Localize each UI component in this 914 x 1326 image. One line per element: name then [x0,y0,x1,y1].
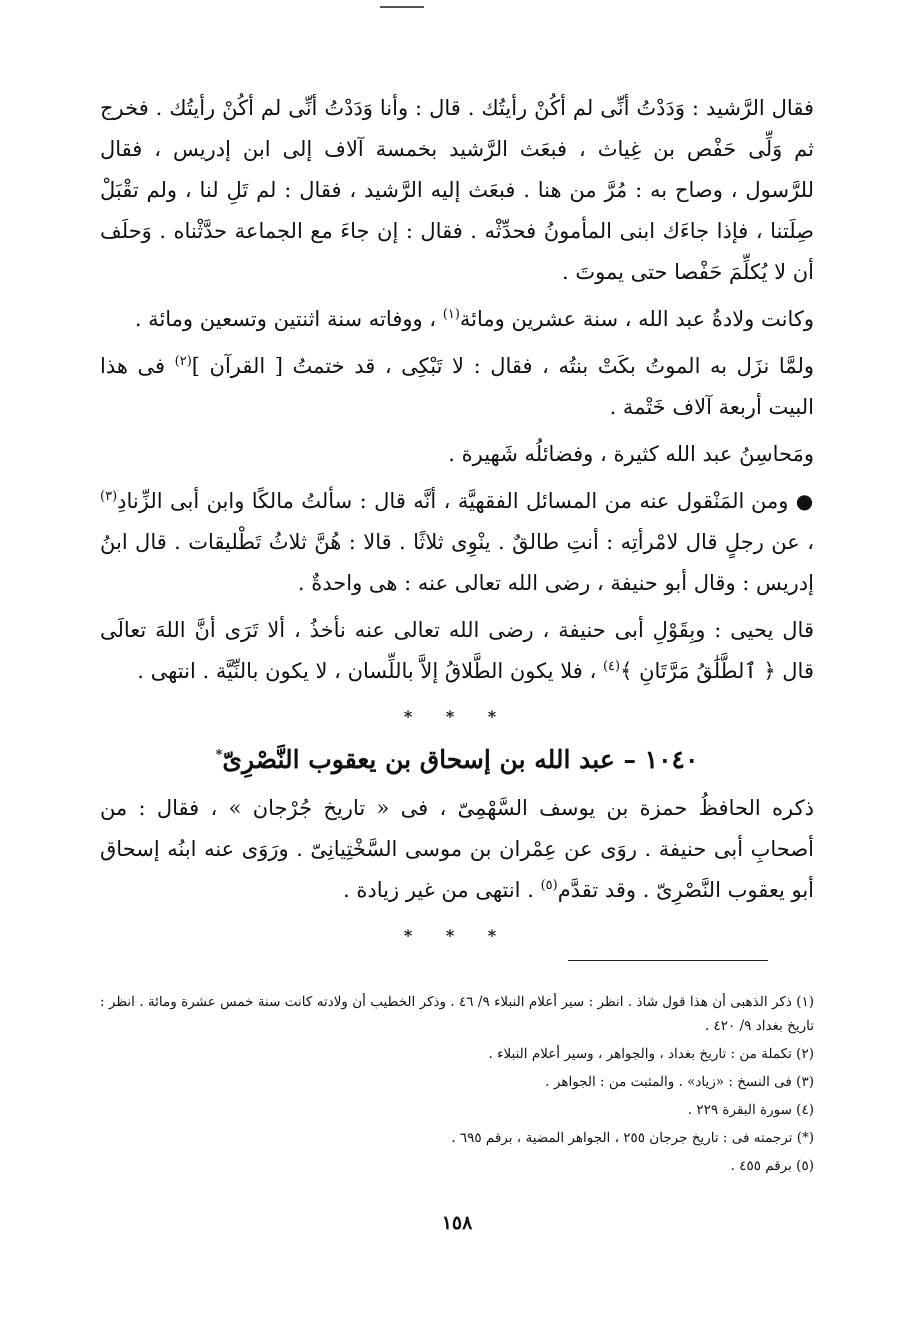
paragraph-rashid [100,88,814,293]
footnote-divider [568,960,768,961]
paragraph-yahya [100,610,814,692]
footnote-ref-5[interactable]: (٥) [540,878,558,893]
main-text [100,88,814,955]
paragraph-text: ومَحاسِنُ عبد الله كثيرة ، وفضائلُه شَهيرة . [448,442,814,466]
entry-title-text: ١٠٤٠ – عبد الله بن إسحاق بن يعقوب النَّصْرِىّ [222,745,699,774]
bullet-icon: ● [795,489,814,513]
paragraph-text: . انتهى من غير زيادة . [343,878,534,902]
paragraph-text: ذكره الحافظُ حمزة بن يوسف السَّهْمِىّ ، فى « تاريخ جُرْجان » ، فقال : من أصحابِ أبى حنيفة . روَى عن عِمْران بن موسى السَّخْتِيانِىّ . ورَوَى عنه ابنُه إسحاق أبو يعقوب النَّصْرِىّ . وقد تقدَّم [100,796,814,902]
entry-title [100,736,814,784]
footnotes [100,990,814,1182]
footnote-1: (١) ذكر الذهبى أن هذا قول شاذ . انظر : سير أعلام النبلاء ٩/ ٤٦ . وذكر الخطيب أن ولادته كانت سنة خمس عشرة ومائة . انظر : تاريخ بغداد ٩/ ٤٢٠ . [100,994,815,1034]
top-mark [380,6,424,8]
paragraph-text: فقال الرَّشيد : وَدَدْتُ أنِّى لم أكُنْ رأيتُك . قال : وأنا وَدَدْتُ أنِّى لم أكُنْ رأيتُك . فخرج ثم وَلِّى حَفْص بن غِياث ، فبعَث الرَّشيد بخمسة آلاف إلى ابن إدريس ، فقال للرَّسول ، وصاح به : مُرَّ من هنا . فبعَث إليه الرَّشيد ، فقال : لم تَلِ لنا ، ولم تقْبَلْ صِلَتنا ، فإذا جاءَك ابنى المأمونُ فحدِّثْه . فقال : إن جاءَ مع الجماعة حدَّثْناه . وَحلَف أن لا يُكلِّمَ حَفْصا حتى يموتَ . [100,96,814,284]
paragraph-text: وكانت ولادةُ عبد الله ، سنة عشرين ومائة [459,307,814,331]
paragraph-text: ومن المَنْقول عنه من المسائل الفقهيَّة ، أنَّه قال : سألتُ مالكًا وابن أبى الزِّنادِ [117,489,789,513]
paragraph-text: ، عن رجلٍ قال لامْرأتِه : أنتِ طالقٌ . ينْوِى ثلاثًا . قالا : هُنَّ ثلاثُ تَطْليقات . قال ابنُ إدريس : وقال أبو حنيفة ، رضى الله تعالى عنه : هى واحدةٌ . [100,530,814,595]
paragraph-text: ، فلا يكون الطَّلاقُ إلاَّ باللِّسان ، لا يكون بالنِّيَّة . انتهى . [137,659,597,683]
paragraph-fiqh [100,481,814,604]
paragraph-birth [100,299,814,340]
page-number: ١٥٨ [441,1212,473,1234]
paragraph-entry [100,788,814,911]
footnote-star: (*) ترجمته فى : تاريخ جرجان ٢٥٥ ، الجواهر المضية ، برقم ٦٩٥ . [451,1130,814,1146]
section-separator: * * * [403,707,511,726]
paragraph-text: قال يحيى : وبِقَوْلِ أبى حنيفة ، رضى الله تعالى عنه نأخذُ ، ألا تَرَى أنَّ اللهَ تعالَى قال ﴿ ٱلطَّلَٰقُ مَرَّتَانِ ﴾ [100,618,814,683]
footnote-ref-2[interactable]: (٢) [174,354,192,369]
paragraph-death [100,346,814,428]
paragraph-text: ، ووفاته سنة اثنتين وتسعين ومائة . [134,307,437,331]
footnote-4: (٤) سورة البقرة ٢٢٩ . [687,1102,814,1118]
footnote-ref-1[interactable]: (١) [442,307,460,322]
paragraph-text: ولمَّا نزَل به الموتُ بكَتْ بنتُه ، فقال : لا تَبْكِى ، قد ختمتُ [ القرآن ] [191,354,814,378]
footnote-ref-3[interactable]: (٣) [100,489,118,504]
footnote-3: (٣) فى النسخ : «زياد» . والمثبت من : الجواهر . [545,1074,814,1090]
paragraph-virtues [100,434,814,475]
section-separator: * * * [403,926,511,945]
paragraph-text: فى هذا البيت أربعة آلاف خَتْمة . [100,354,814,419]
footnote-ref-4[interactable]: (٤) [602,659,621,674]
entry-title-mark: * [215,747,223,763]
footnote-5: (٥) برقم ٤٥٥ . [730,1158,814,1174]
footnote-2: (٢) تكملة من : تاريخ بغداد ، والجواهر ، وسير أعلام النبلاء . [488,1046,814,1062]
